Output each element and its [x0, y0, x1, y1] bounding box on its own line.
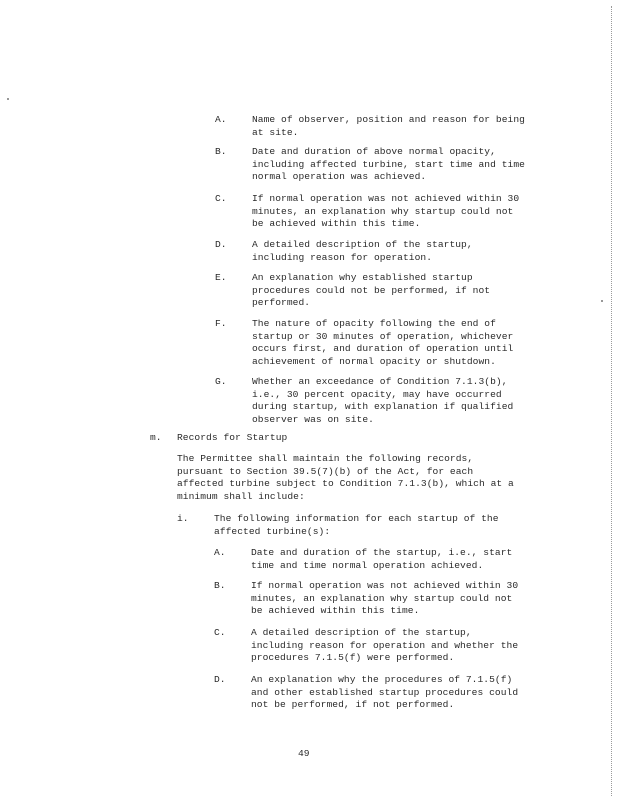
item-line: i.e., 30 percent opacity, may have occurred	[252, 388, 502, 400]
section-heading: Records for Startup	[177, 432, 288, 443]
intro-line: minimum shall include:	[177, 490, 305, 502]
item-line: If normal operation was not achieved within 30	[251, 580, 519, 591]
item-line: An explanation why the procedures of 7.1.5(f)	[251, 674, 513, 685]
item-line: and other established startup procedures could	[251, 686, 519, 698]
item-label: B.	[214, 580, 226, 591]
item-line: normal operation was achieved.	[252, 171, 427, 183]
item-line: including affected turbine, start time and time	[252, 158, 525, 170]
item-label: A.	[214, 547, 226, 558]
item-line: A detailed description of the startup,	[252, 239, 473, 250]
item-line: be achieved within this time.	[252, 218, 421, 230]
item-line: performed.	[252, 297, 311, 309]
item-line: minutes, an explanation why startup could not	[252, 205, 514, 217]
item-line: Date and duration of the startup, i.e., start	[251, 547, 513, 558]
item-label: C.	[215, 193, 227, 204]
subsection-line: affected turbine(s):	[214, 525, 331, 537]
item-line: at site.	[252, 126, 299, 138]
scan-edge-line	[611, 6, 612, 796]
item-label: D.	[215, 239, 227, 250]
item-line: during startup, with explanation if qualified	[252, 401, 514, 413]
subsection-line: The following information for each startup of the	[214, 513, 499, 524]
item-line: Name of observer, position and reason for being	[252, 114, 525, 125]
intro-line: pursuant to Section 39.5(7)(b) of the Act, for each	[177, 465, 474, 477]
item-line: Date and duration of above normal opacity,	[252, 146, 496, 157]
intro-line: affected turbine subject to Condition 7.1.3(b), which at a	[177, 478, 514, 490]
item-label: F.	[215, 318, 227, 329]
scan-speck	[601, 300, 603, 302]
item-line: procedures could not be performed, if not	[252, 284, 491, 296]
item-line: The nature of opacity following the end of	[252, 318, 496, 329]
item-line: An explanation why established startup	[252, 272, 473, 283]
item-label: E.	[215, 272, 227, 283]
item-line: including reason for operation and whether the	[251, 639, 519, 651]
page-number: 49	[298, 748, 310, 759]
subsection-label: i.	[177, 513, 189, 524]
item-line: minutes, an explanation why startup could not	[251, 592, 513, 604]
item-line: time and time normal operation achieved.	[251, 559, 484, 571]
item-line: achievement of normal opacity or shutdown.	[252, 355, 496, 367]
item-label: C.	[214, 627, 226, 638]
item-line: be achieved within this time.	[251, 605, 420, 617]
item-label: D.	[214, 674, 226, 685]
item-line: Whether an exceedance of Condition 7.1.3(b),	[252, 376, 508, 387]
intro-line: The Permittee shall maintain the following records,	[177, 453, 474, 464]
item-line: not be performed, if not performed.	[251, 699, 455, 711]
item-line: observer was on site.	[252, 413, 374, 425]
section-label: m.	[150, 432, 162, 443]
item-label: B.	[215, 146, 227, 157]
item-label: A.	[215, 114, 227, 125]
item-line: occurs first, and duration of operation until	[252, 343, 514, 355]
item-label: G.	[215, 376, 227, 387]
item-line: A detailed description of the startup,	[251, 627, 472, 638]
item-line: startup or 30 minutes of operation, whichever	[252, 330, 514, 342]
item-line: procedures 7.1.5(f) were performed.	[251, 652, 455, 664]
item-line: including reason for operation.	[252, 251, 433, 263]
scan-speck	[7, 98, 9, 100]
item-line: If normal operation was not achieved within 30	[252, 193, 520, 204]
